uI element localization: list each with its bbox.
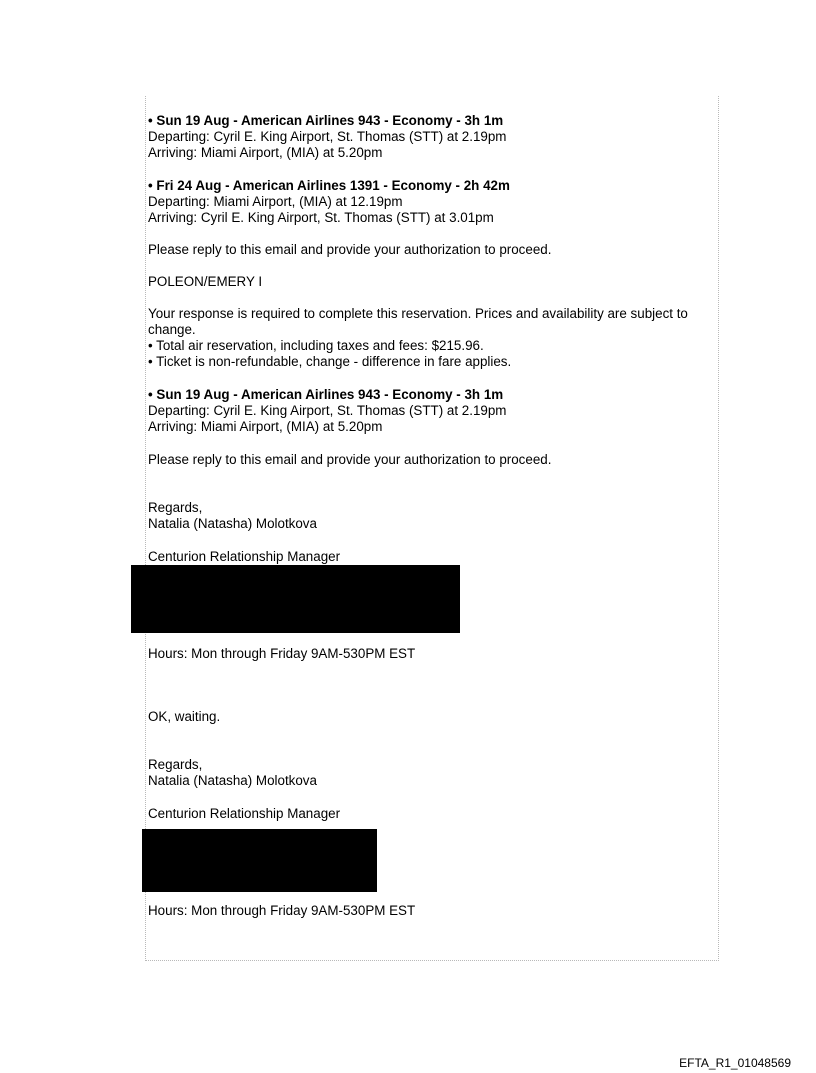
flight-block — [148, 178, 510, 226]
fare-bullets — [148, 338, 511, 370]
signature — [148, 757, 317, 789]
flight-departing: Departing: Miami Airport, (MIA) at 12.19pm — [148, 194, 403, 209]
flight-departing: Departing: Cyril E. King Airport, St. Thomas (STT) at 2.19pm — [148, 129, 507, 144]
reply-prompt: Please reply to this email and provide your authorization to proceed. — [148, 452, 552, 467]
flight-departing: Departing: Cyril E. King Airport, St. Thomas (STT) at 2.19pm — [148, 403, 507, 418]
signature-regards: Regards, — [148, 500, 203, 515]
document-id: EFTA_R1_01048569 — [679, 1056, 791, 1070]
reservation-notice: Your response is required to complete this reservation. Prices and availability are subject to change. — [148, 306, 688, 337]
flight-header: • Sun 19 Aug - American Airlines 943 - Economy - 3h 1m — [148, 387, 504, 402]
reply-message: OK, waiting. — [148, 709, 221, 724]
signature-title: Centurion Relationship Manager — [148, 549, 341, 564]
flight-header: • Sun 19 Aug - American Airlines 943 - Economy - 3h 1m — [148, 113, 504, 128]
bullet-item: • Ticket is non-refundable, change - difference in fare applies. — [148, 354, 512, 369]
flight-arriving: Arriving: Miami Airport, (MIA) at 5.20pm — [148, 419, 383, 434]
passenger-name: POLEON/EMERY I — [148, 274, 263, 289]
flight-header: • Fri 24 Aug - American Airlines 1391 - Economy - 2h 42m — [148, 178, 510, 193]
redaction-block — [142, 829, 377, 892]
flight-arriving: Arriving: Cyril E. King Airport, St. Thomas (STT) at 3.01pm — [148, 210, 494, 225]
signature — [148, 500, 317, 532]
bullet-item: • Total air reservation, including taxes and fees: $215.96. — [148, 338, 484, 353]
office-hours: Hours: Mon through Friday 9AM-530PM EST — [148, 903, 416, 918]
flight-block — [148, 113, 506, 161]
signature-name: Natalia (Natasha) Molotkova — [148, 773, 317, 788]
signature-regards: Regards, — [148, 757, 203, 772]
office-hours: Hours: Mon through Friday 9AM-530PM EST — [148, 646, 416, 661]
redaction-block — [131, 565, 460, 633]
signature-title: Centurion Relationship Manager — [148, 806, 341, 821]
flight-arriving: Arriving: Miami Airport, (MIA) at 5.20pm — [148, 145, 383, 160]
reply-prompt: Please reply to this email and provide your authorization to proceed. — [148, 242, 552, 257]
signature-name: Natalia (Natasha) Molotkova — [148, 516, 317, 531]
flight-block — [148, 387, 506, 435]
